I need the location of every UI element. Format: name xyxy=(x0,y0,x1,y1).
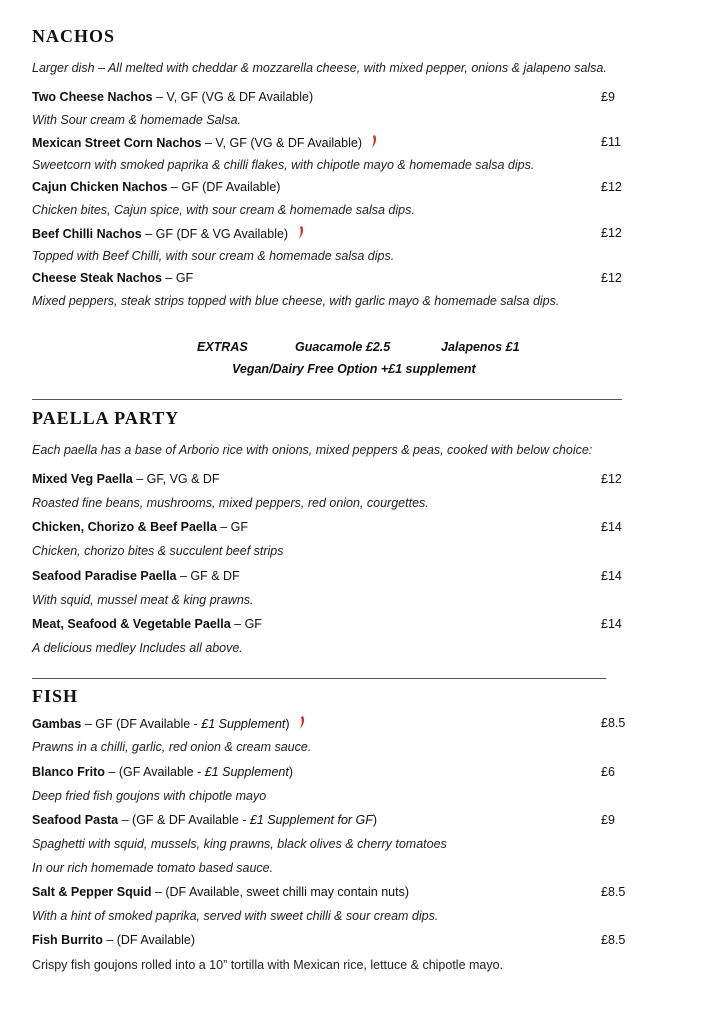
item-name: Mexican Street Corn Nachos xyxy=(32,136,202,150)
item-info-end: ) xyxy=(285,717,290,731)
section-divider xyxy=(32,678,606,679)
item-price: £14 xyxy=(601,520,622,534)
item-info: – GF (DF Available) xyxy=(167,180,281,194)
item-description: With squid, mussel meat & king prawns. xyxy=(32,593,254,607)
chili-icon xyxy=(297,716,307,730)
chili-icon xyxy=(369,135,379,149)
menu-item-beef-chilli-nachos xyxy=(32,226,306,241)
item-price: £8.5 xyxy=(601,885,626,899)
item-name: Salt & Pepper Squid xyxy=(32,885,152,899)
item-name: Fish Burrito xyxy=(32,933,103,947)
menu-item-salt-pepper-squid xyxy=(32,885,409,899)
paella-heading: PAELLA PARTY xyxy=(32,408,180,428)
nachos-heading: NACHOS xyxy=(32,26,116,46)
paella-intro: Each paella has a base of Arborio rice with onions, mixed peppers & peas, cooked with below choice: xyxy=(32,443,593,457)
section-divider xyxy=(32,399,622,400)
item-price: £14 xyxy=(601,569,622,583)
item-supplement: £1 Supplement for GF xyxy=(249,813,373,827)
item-supplement: £1 Supplement xyxy=(201,717,286,731)
item-info: – (GF & DF Available - xyxy=(118,813,250,827)
item-name: Chicken, Chorizo & Beef Paella xyxy=(32,520,217,534)
item-description: Mixed peppers, steak strips topped with blue cheese, with garlic mayo & homemade salsa dips. xyxy=(32,294,560,308)
item-info: – GF (DF Available - xyxy=(81,717,202,731)
item-price: £12 xyxy=(601,472,622,486)
nachos-intro: Larger dish – All melted with cheddar & mozzarella cheese, with mixed pepper, onions & jalapeno salsa. xyxy=(32,61,607,75)
item-info: – GF (DF & VG Available) xyxy=(141,227,289,241)
menu-item-meat-seafood-vegetable-paella xyxy=(32,617,262,631)
menu-item-blanco-frito xyxy=(32,765,293,779)
item-info: – V, GF (VG & DF Available) xyxy=(201,136,362,150)
menu-item-fish-burrito xyxy=(32,933,195,947)
item-price: £8.5 xyxy=(601,933,626,947)
item-name: Cheese Steak Nachos xyxy=(32,271,162,285)
chili-icon xyxy=(296,226,306,240)
item-name: Cajun Chicken Nachos xyxy=(32,180,168,194)
item-price: £9 xyxy=(601,813,615,827)
item-info: – GF xyxy=(161,271,194,285)
item-name: Meat, Seafood & Vegetable Paella xyxy=(32,617,231,631)
item-info-end: ) xyxy=(372,813,378,827)
menu-item-seafood-paradise-paella xyxy=(32,569,240,583)
menu-item-two-cheese-nachos xyxy=(32,90,313,104)
item-price: £9 xyxy=(601,90,615,104)
item-description: Chicken, chorizo bites & succulent beef strips xyxy=(32,544,284,558)
item-info: – V, GF (VG & DF Available) xyxy=(152,90,314,104)
item-info: – GF, VG & DF xyxy=(132,472,220,486)
item-name: Beef Chilli Nachos xyxy=(32,227,142,241)
item-description: A delicious medley Includes all above. xyxy=(32,641,243,655)
item-description: Spaghetti with squid, mussels, king prawns, black olives & cherry tomatoes xyxy=(32,837,447,851)
item-description: Sweetcorn with smoked paprika & chilli flakes, with chipotle mayo & homemade salsa dips. xyxy=(32,158,535,172)
item-description: With a hint of smoked paprika, served with sweet chilli & sour cream dips. xyxy=(32,909,439,923)
item-name: Blanco Frito xyxy=(32,765,105,779)
vegan-note: Vegan/Dairy Free Option +£1 supplement xyxy=(232,362,476,376)
item-info: – GF xyxy=(230,617,262,631)
item-name: Two Cheese Nachos xyxy=(32,90,153,104)
item-description: Prawns in a chilli, garlic, red onion & cream sauce. xyxy=(32,740,312,754)
extra-jalapenos: Jalapenos £1 xyxy=(441,340,520,354)
item-description: Roasted fine beans, mushrooms, mixed peppers, red onion, courgettes. xyxy=(32,496,429,510)
item-info-end: ) xyxy=(288,765,293,779)
item-price: £12 xyxy=(601,271,622,285)
item-info: – (DF Available, sweet chilli may contain nuts) xyxy=(151,885,409,899)
item-description: Topped with Beef Chilli, with sour cream & homemade salsa dips. xyxy=(32,249,395,263)
item-name: Gambas xyxy=(32,717,82,731)
item-price: £6 xyxy=(601,765,615,779)
item-description: With Sour cream & homemade Salsa. xyxy=(32,113,242,127)
menu-item-cheese-steak-nachos xyxy=(32,271,193,285)
item-price: £14 xyxy=(601,617,622,631)
menu-item-mexican-street-corn-nachos xyxy=(32,135,379,150)
item-description: Chicken bites, Cajun spice, with sour cream & homemade salsa dips. xyxy=(32,203,415,217)
item-price: £11 xyxy=(601,135,621,149)
item-info: – (DF Available) xyxy=(102,933,196,947)
item-description: Deep fried fish goujons with chipotle mayo xyxy=(32,789,267,803)
extras-label: EXTRAS xyxy=(197,340,248,354)
item-description-line2: In our rich homemade tomato based sauce. xyxy=(32,861,274,875)
item-price: £12 xyxy=(601,226,622,240)
menu-item-gambas xyxy=(32,716,307,731)
item-info: – GF xyxy=(216,520,249,534)
menu-item-chicken-chorizo-beef-paella xyxy=(32,520,248,534)
item-info: – GF & DF xyxy=(176,569,240,583)
menu-item-cajun-chicken-nachos xyxy=(32,180,280,194)
item-description: Crispy fish goujons rolled into a 10” tortilla with Mexican rice, lettuce & chipotle mayo. xyxy=(32,958,504,972)
item-supplement: £1 Supplement xyxy=(204,765,289,779)
item-name: Mixed Veg Paella xyxy=(32,472,133,486)
extra-guacamole: Guacamole £2.5 xyxy=(295,340,391,354)
menu-item-seafood-pasta xyxy=(32,813,377,827)
fish-heading: FISH xyxy=(32,686,79,706)
item-name: Seafood Paradise Paella xyxy=(32,569,177,583)
item-name: Seafood Pasta xyxy=(32,813,119,827)
item-price: £8.5 xyxy=(601,716,626,730)
menu-item-mixed-veg-paella xyxy=(32,472,220,486)
item-info: – (GF Available - xyxy=(104,765,205,779)
item-price: £12 xyxy=(601,180,622,194)
